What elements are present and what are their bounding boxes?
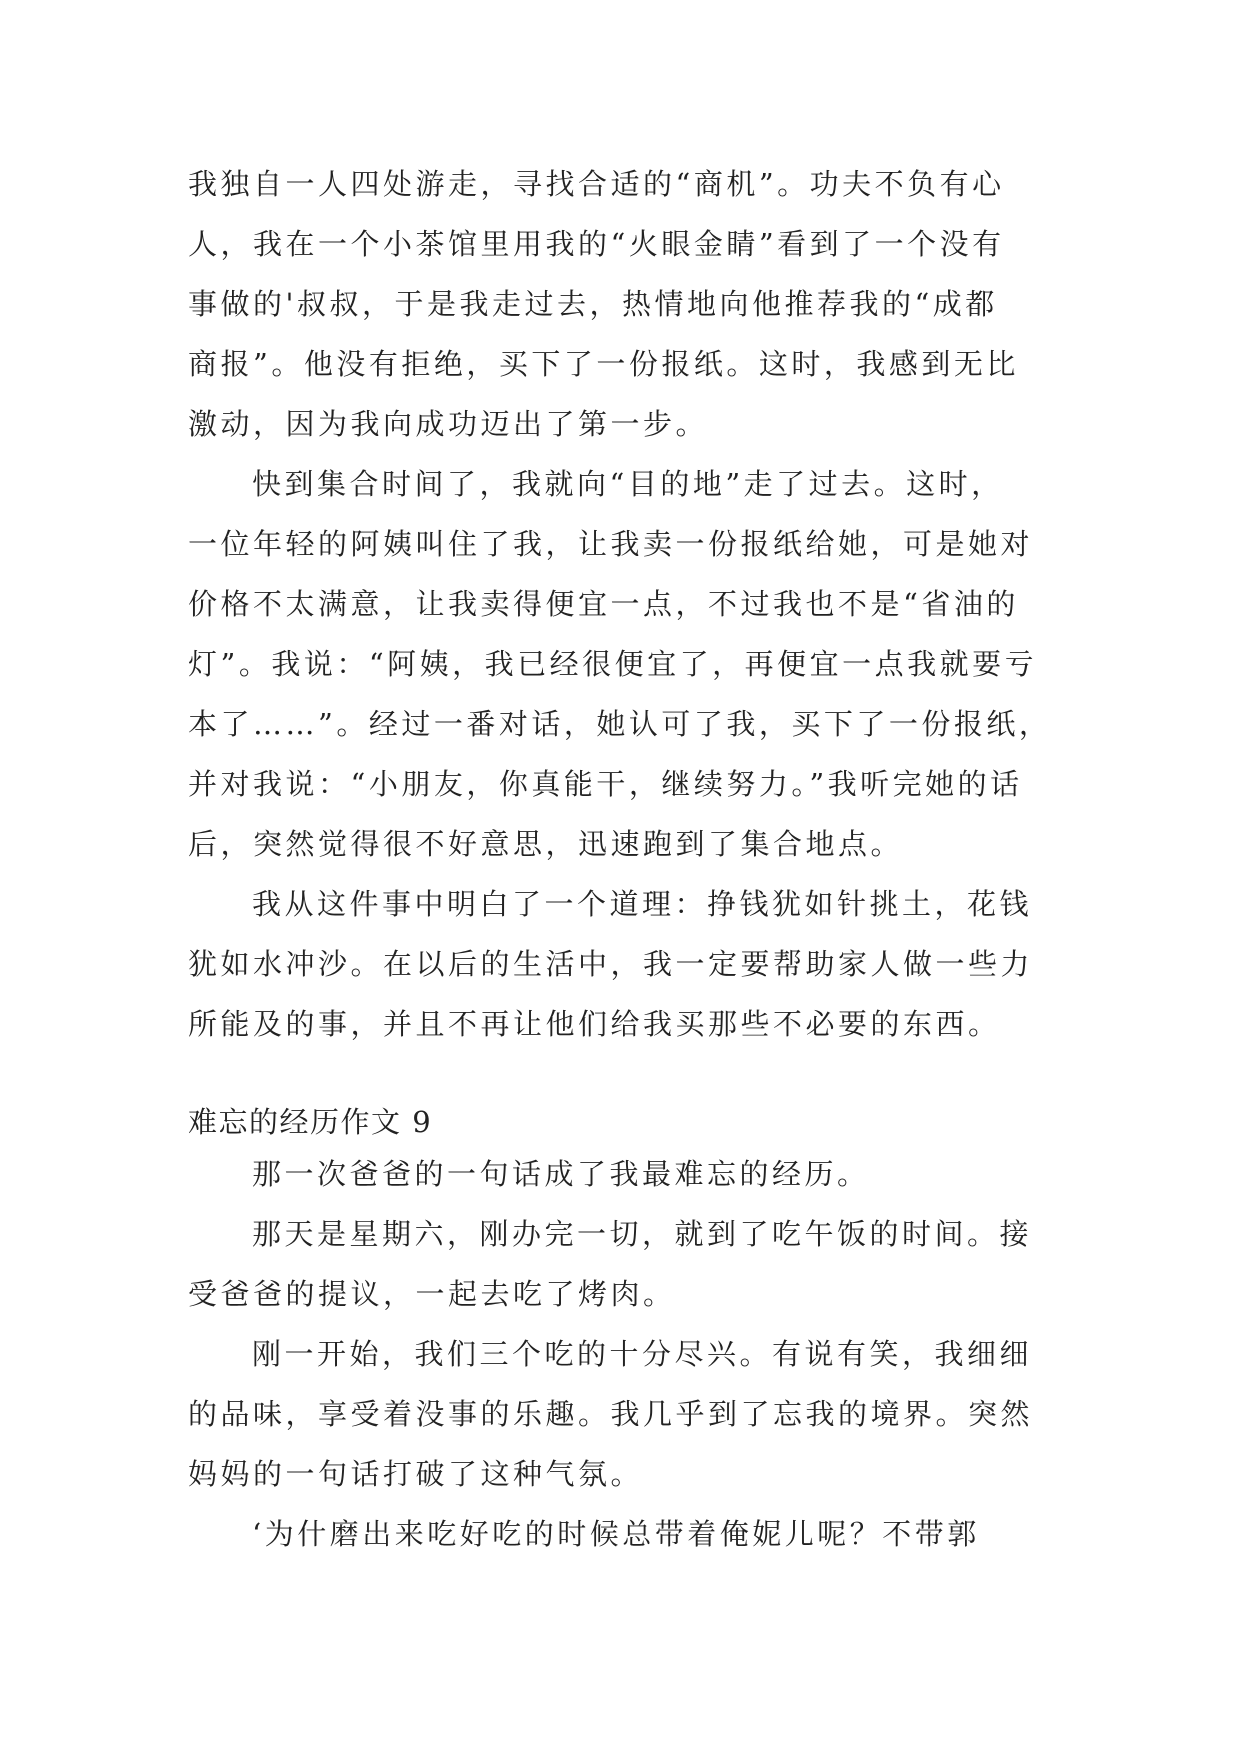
paragraph-line: 价格不太满意，让我卖得便宜一点，不过我也不是“省油的	[188, 587, 1019, 621]
paragraph-line: 受爸爸的提议，一起去吃了烤肉。	[188, 1277, 676, 1311]
paragraph-line: 一位年轻的阿姨叫住了我，让我卖一份报纸给她，可是她对	[188, 527, 1034, 561]
paragraph-line: ‘为什磨出来吃好吃的时候总带着俺妮儿呢？不带郭	[252, 1517, 980, 1551]
paragraph-line: 犹如水冲沙。在以后的生活中，我一定要帮助家人做一些力	[188, 947, 1034, 981]
paragraph-line: 人，我在一个小茶馆里用我的“火眼金睛”看到了一个没有	[188, 227, 1005, 261]
section-heading: 难忘的经历作文 9	[188, 1105, 433, 1139]
paragraph-line: 灯”。我说：“阿姨，我已经很便宜了，再便宜一点我就要亏	[188, 647, 1038, 681]
paragraph-line: 并对我说：“小朋友，你真能干，继续努力。”我听完她的话	[188, 767, 1023, 801]
paragraph-line: 激动，因为我向成功迈出了第一步。	[188, 407, 709, 441]
essay-body-part-2	[188, 1144, 1068, 1564]
paragraph-line: 商报”。他没有拒绝，买下了一份报纸。这时，我感到无比	[188, 347, 1019, 381]
paragraph-line: 那一次爸爸的一句话成了我最难忘的经历。	[252, 1157, 870, 1191]
paragraph-line: 我从这件事中明白了一个道理：挣钱犹如针挑土，花钱	[252, 887, 1033, 921]
paragraph-line: 事做的'叔叔，于是我走过去，热情地向他推荐我的“成都	[188, 287, 998, 321]
paragraph-line: 后，突然觉得很不好意思，迅速跑到了集合地点。	[188, 827, 904, 861]
paragraph-line: 妈妈的一句话打破了这种气氛。	[188, 1457, 644, 1491]
paragraph-line: 刚一开始，我们三个吃的十分尽兴。有说有笑，我细细	[252, 1337, 1033, 1371]
essay-body-part-1	[188, 154, 1068, 1054]
paragraph-line: 我独自一人四处游走，寻找合适的“商机”。功夫不负有心	[188, 167, 1005, 201]
paragraph-line: 快到集合时间了，我就向“目的地”走了过去。这时，	[252, 467, 1004, 501]
paragraph-line: 那天是星期六，刚办完一切，就到了吃午饭的时间。接	[252, 1217, 1033, 1251]
paragraph-line: 所能及的事，并且不再让他们给我买那些不必要的东西。	[188, 1007, 1001, 1041]
paragraph-line: 的品味，享受着没事的乐趣。我几乎到了忘我的境界。突然	[188, 1397, 1034, 1431]
paragraph-line: 本了……”。经过一番对话，她认可了我，买下了一份报纸，	[188, 707, 1052, 741]
